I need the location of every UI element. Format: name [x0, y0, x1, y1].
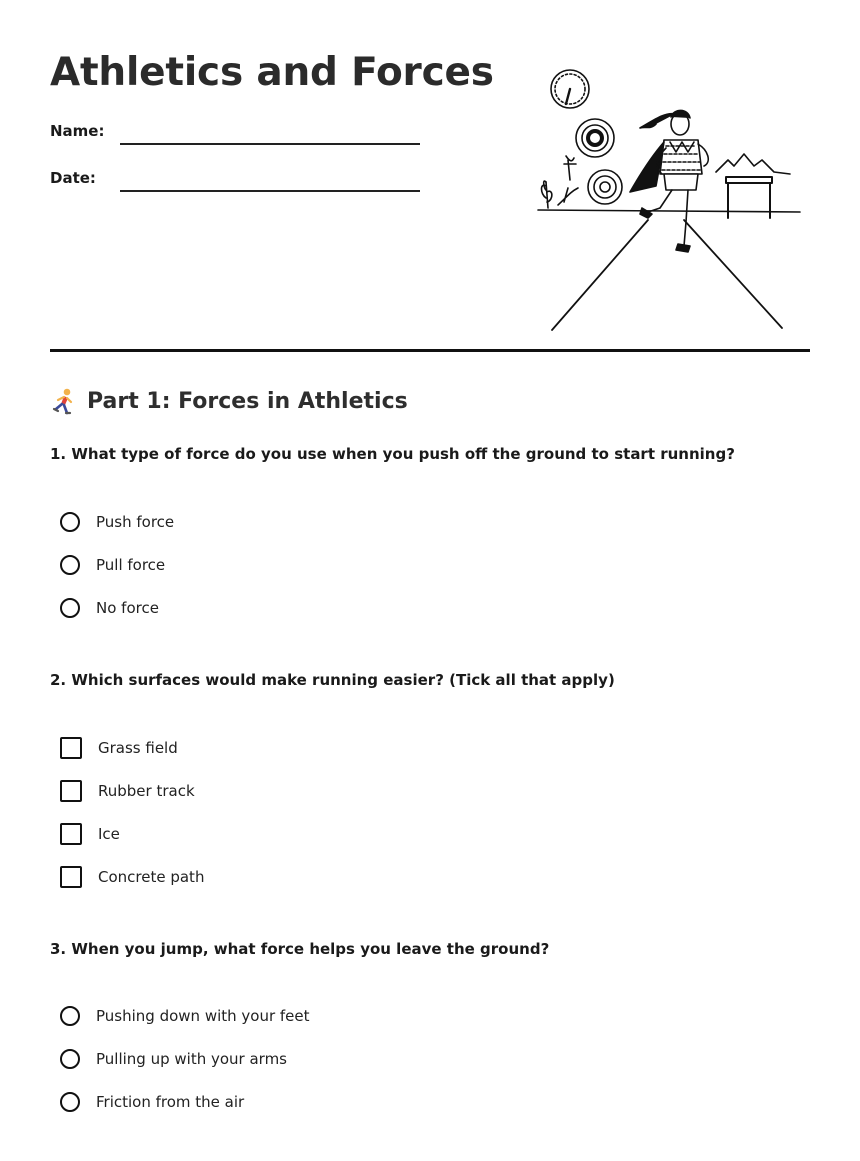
option-label: No force: [96, 599, 159, 617]
option-label: Ice: [98, 825, 120, 843]
checkbox[interactable]: [60, 823, 82, 845]
checkbox[interactable]: [60, 866, 82, 888]
runner-emoji-icon: [50, 387, 78, 415]
header-divider: [50, 349, 810, 352]
question-2: 2. Which surfaces would make running easier? (Tick all that apply): [50, 671, 615, 689]
stopwatch-icon: [551, 70, 589, 108]
radio-button[interactable]: [60, 1049, 80, 1069]
ground-line: [538, 210, 800, 212]
option-label: Rubber track: [98, 782, 195, 800]
q2-option-concrete-path[interactable]: [60, 864, 204, 890]
radio-button[interactable]: [60, 1006, 80, 1026]
option-label: Push force: [96, 513, 175, 531]
mountains-icon: [716, 154, 790, 174]
radio-button[interactable]: [60, 555, 80, 575]
q1-option-no-force[interactable]: [60, 595, 159, 621]
target-icon: [576, 119, 614, 157]
runner-figure: [630, 110, 708, 252]
question-1: 1. What type of force do you use when you push off the ground to start running?: [50, 445, 735, 463]
option-label: Pushing down with your feet: [96, 1007, 310, 1025]
q2-option-rubber-track[interactable]: [60, 778, 195, 804]
part1-heading: [50, 387, 408, 415]
track-line-right: [684, 220, 782, 328]
name-field[interactable]: [120, 143, 420, 145]
checkbox[interactable]: [60, 780, 82, 802]
part1-heading-text: Part 1: Forces in Athletics: [87, 388, 408, 414]
radio-button[interactable]: [60, 598, 80, 618]
question-3: 3. When you jump, what force helps you leave the ground?: [50, 940, 550, 958]
option-label: Friction from the air: [96, 1093, 245, 1111]
worksheet-title: Athletics and Forces: [50, 50, 494, 95]
q2-option-grass-field[interactable]: [60, 735, 178, 761]
athlete-running-track-illustration: [530, 62, 810, 332]
option-label: Pulling up with your arms: [96, 1050, 287, 1068]
radio-button[interactable]: [60, 1092, 80, 1112]
option-label: Concrete path: [98, 868, 205, 886]
checkbox[interactable]: [60, 737, 82, 759]
q3-option-friction-air[interactable]: [60, 1089, 244, 1115]
name-label: Name:: [50, 122, 105, 140]
q3-option-pushing-down[interactable]: [60, 1003, 310, 1029]
q1-option-push-force[interactable]: [60, 509, 174, 535]
q2-option-ice[interactable]: [60, 821, 120, 847]
torch-icon: [564, 156, 576, 180]
date-label: Date:: [50, 169, 96, 187]
q1-option-pull-force[interactable]: [60, 552, 165, 578]
option-label: Pull force: [96, 556, 166, 574]
discus-icon: [588, 170, 622, 204]
option-label: Grass field: [98, 739, 178, 757]
track-line-left: [552, 220, 648, 330]
date-field[interactable]: [120, 190, 420, 192]
plant-icon: [542, 181, 579, 208]
radio-button[interactable]: [60, 512, 80, 532]
q3-option-pulling-up[interactable]: [60, 1046, 287, 1072]
